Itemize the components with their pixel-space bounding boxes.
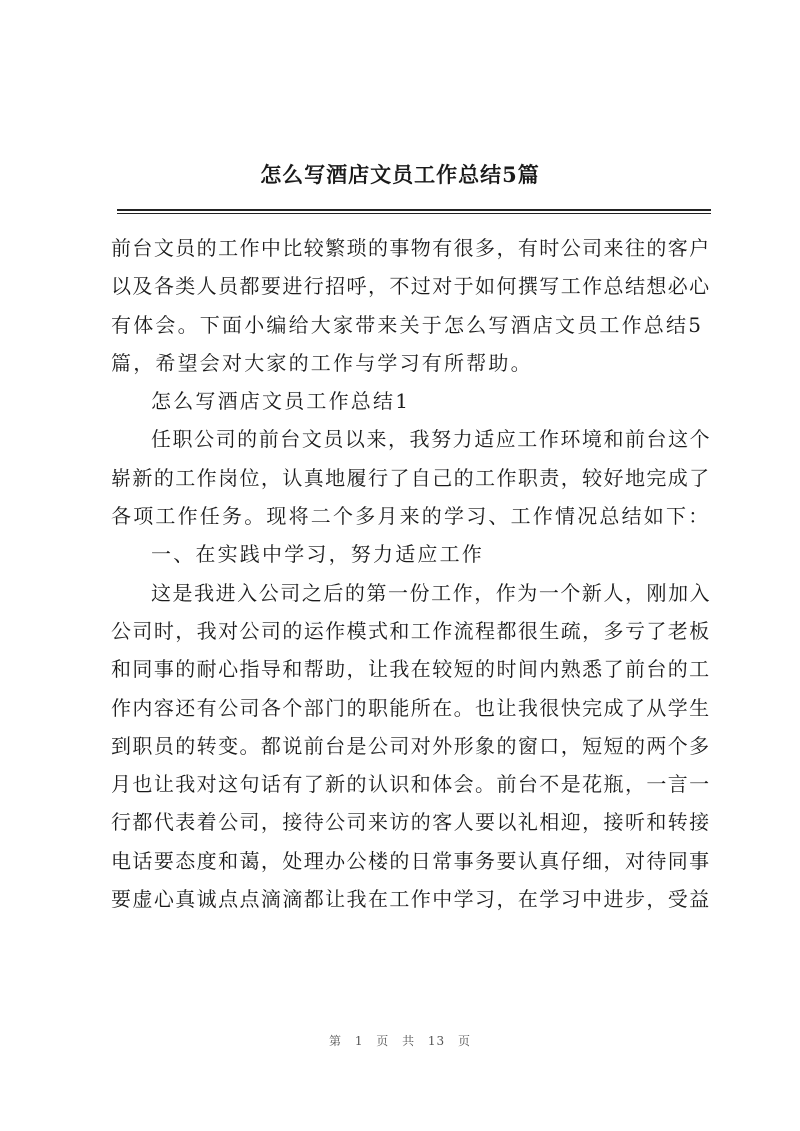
document-body	[111, 229, 711, 918]
paragraph-line: 有体会。下面小编给大家带来关于怎么写酒店文员工作总结5	[111, 312, 704, 337]
body-paragraph	[111, 574, 711, 919]
paragraph-line: 电话要态度和蔼，处理办公楼的日常事务要认真仔细，对待同事	[111, 848, 711, 873]
paragraph-line: 要虚心真诚点点滴滴都让我在工作中学习，在学习中进步，受益	[111, 887, 711, 912]
paragraph-line: 怎么写酒店文员工作总结1	[151, 389, 411, 414]
paragraph-line: 到职员的转变。都说前台是公司对外形象的窗口，短短的两个多	[111, 733, 711, 758]
paragraph-line: 作内容还有公司各个部门的职能所在。也让我很快完成了从学生	[111, 695, 711, 720]
paragraph-line: 一、在实践中学习，努力适应工作	[151, 542, 484, 567]
body-paragraph	[111, 420, 711, 535]
paragraph-line: 月也让我对这句话有了新的认识和体会。前台不是花瓶，一言一	[111, 772, 711, 797]
title-divider	[117, 209, 711, 214]
page-number-footer: 第 1 页 共 13 页	[329, 1034, 471, 1048]
paragraph-line: 行都代表着公司，接待公司来访的客人要以礼相迎，接听和转接	[111, 810, 711, 835]
paragraph-line: 和同事的耐心指导和帮助，让我在较短的时间内熟悉了前台的工	[111, 657, 711, 682]
paragraph-line: 这是我进入公司之后的第一份工作，作为一个新人，刚加入	[151, 580, 712, 605]
paragraph-line: 任职公司的前台文员以来，我努力适应工作环境和前台这个	[151, 427, 712, 452]
section-heading	[111, 382, 711, 420]
paragraph-line: 篇，希望会对大家的工作与学习有所帮助。	[111, 350, 533, 375]
paragraph-line: 各项工作任务。现将二个多月来的学习、工作情况总结如下：	[111, 504, 711, 529]
paragraph-line: 崭新的工作岗位，认真地履行了自己的工作职责，较好地完成了	[111, 465, 711, 490]
document-title: 怎么写酒店文员工作总结5篇	[260, 162, 540, 187]
paragraph-line: 公司时，我对公司的运作模式和工作流程都很生疏，多亏了老板	[111, 618, 711, 643]
paragraph-line: 前台文员的工作中比较繁琐的事物有很多，有时公司来往的客户	[111, 236, 711, 260]
subsection-heading	[111, 535, 711, 573]
paragraph-line: 以及各类人员都要进行招呼，不过对于如何撰写工作总结想必心	[111, 274, 711, 299]
intro-paragraph	[111, 229, 711, 382]
